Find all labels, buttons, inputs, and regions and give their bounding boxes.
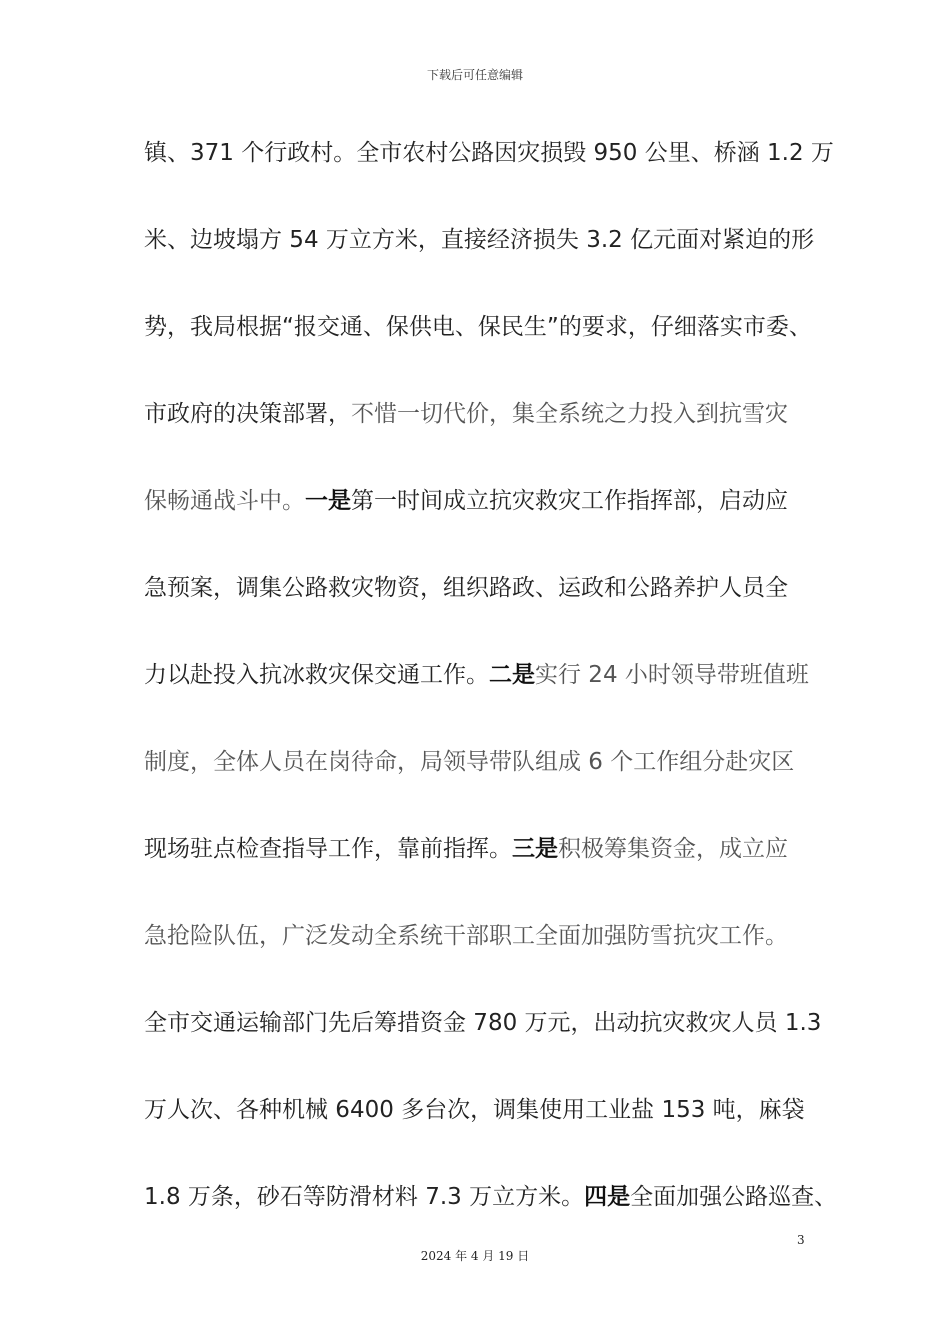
bold-marker: 三是 bbox=[512, 836, 558, 862]
text-run: 实行 24 小时领导带班值班 bbox=[535, 662, 809, 688]
text-line bbox=[144, 737, 834, 824]
body-text bbox=[144, 128, 838, 1259]
text-run: 急抢险队伍，广泛发动全系统干部职工全面加强防雪抗灾工作。 bbox=[144, 923, 788, 949]
text-line bbox=[144, 476, 834, 563]
text-line bbox=[144, 389, 834, 476]
text-run: 不惜一切代价，集全系统之力投入到抗雪灾 bbox=[351, 401, 788, 427]
text-run: 力以赴投入抗冰救灾保交通工作。 bbox=[144, 662, 489, 688]
page-number: 3 bbox=[797, 1233, 805, 1247]
text-line bbox=[144, 824, 834, 911]
text-run: 镇、371 个行政村。全市农村公路因灾损毁 950 公里、桥涵 1.2 万 bbox=[144, 140, 834, 166]
text-run: 现场驻点检查指导工作，靠前指挥。 bbox=[144, 836, 512, 862]
text-run: 1.8 万条，砂石等防滑材料 7.3 万立方米。 bbox=[144, 1184, 585, 1210]
text-run: 全面加强公路巡查、 bbox=[630, 1184, 838, 1210]
text-line bbox=[144, 128, 834, 215]
text-run: 市政府的决策部署， bbox=[144, 401, 351, 427]
page-header: 下载后可任意编辑 bbox=[426, 68, 523, 82]
text-run: 万人次、各种机械 6400 多台次，调集使用工业盐 153 吨，麻袋 bbox=[144, 1097, 805, 1123]
text-line bbox=[144, 302, 834, 389]
text-line bbox=[144, 1172, 838, 1259]
text-run: 保畅通战斗中。 bbox=[144, 488, 305, 514]
text-run: 势，我局根据“报交通、保供电、保民生”的要求，仔细落实市委、 bbox=[144, 314, 812, 340]
text-line bbox=[144, 1085, 834, 1172]
bold-marker: 二是 bbox=[489, 662, 535, 688]
text-run: 制度，全体人员在岗待命，局领导带队组成 6 个工作组分赴灾区 bbox=[144, 749, 795, 775]
text-run: 积极筹集资金，成立应 bbox=[558, 836, 788, 862]
page-footer-date: 2024 年 4 月 19 日 bbox=[420, 1249, 530, 1263]
text-line bbox=[144, 650, 834, 737]
text-run: 急预案，调集公路救灾物资，组织路政、运政和公路养护人员全 bbox=[144, 575, 788, 601]
text-run: 全市交通运输部门先后筹措资金 780 万元，出动抗灾救灾人员 1.3 bbox=[144, 1010, 822, 1036]
text-line bbox=[144, 215, 834, 302]
bold-marker: 一是 bbox=[305, 488, 351, 514]
bold-marker: 四是 bbox=[584, 1184, 631, 1210]
text-run: 米、边坡塌方 54 万立方米，直接经济损失 3.2 亿元面对紧迫的形 bbox=[144, 227, 815, 253]
text-run: 第一时间成立抗灾救灾工作指挥部，启动应 bbox=[351, 488, 788, 514]
text-line bbox=[144, 998, 834, 1085]
text-line bbox=[144, 563, 834, 650]
text-line bbox=[144, 911, 834, 998]
